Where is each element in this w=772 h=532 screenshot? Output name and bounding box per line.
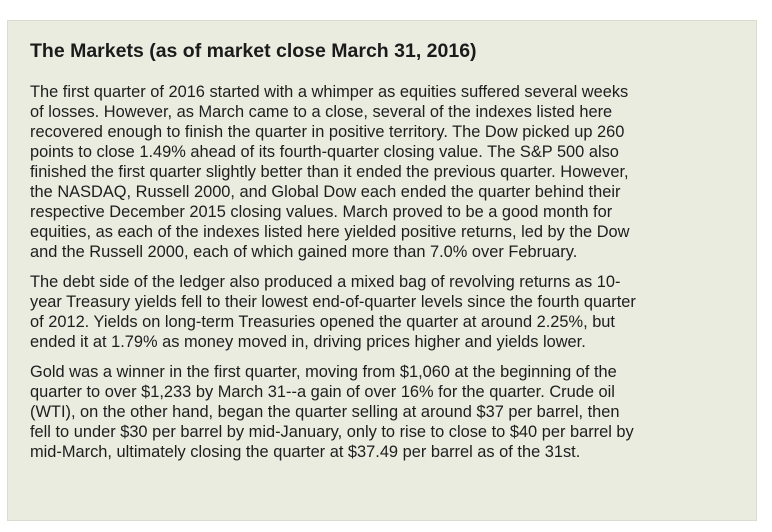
text-line: quarter to over $1,233 by March 31--a gain of over 16% for the quarter. Crude oil bbox=[30, 383, 615, 401]
text-line: (WTI), on the other hand, began the quarter selling at around $37 per barrel, then bbox=[30, 403, 620, 421]
paragraph-equities bbox=[30, 82, 734, 262]
text-line: equities, as each of the indexes listed here yielded positive returns, led by the Dow bbox=[30, 223, 630, 241]
text-line: and the Russell 2000, each of which gained more than 7.0% over February. bbox=[30, 243, 578, 261]
text-line: Gold was a winner in the first quarter, moving from $1,060 at the beginning of the bbox=[30, 363, 617, 381]
text-line: The first quarter of 2016 started with a whimper as equities suffered several weeks bbox=[30, 83, 629, 101]
markets-panel bbox=[7, 20, 757, 521]
text-line: ended it at 1.79% as money moved in, driving prices higher and yields lower. bbox=[30, 333, 586, 351]
paragraph-commodities bbox=[30, 362, 734, 462]
text-line: fell to under $30 per barrel by mid-January, only to rise to close to $40 per barrel by bbox=[30, 423, 634, 441]
page-title: The Markets (as of market close March 31, 2016) bbox=[30, 40, 477, 62]
paragraph-treasuries bbox=[30, 272, 734, 352]
text-line: of 2012. Yields on long-term Treasuries opened the quarter at around 2.25%, but bbox=[30, 313, 615, 331]
text-line: of losses. However, as March came to a close, several of the indexes listed here bbox=[30, 103, 613, 121]
text-line: the NASDAQ, Russell 2000, and Global Dow each ended the quarter behind their bbox=[30, 183, 621, 201]
text-line: finished the first quarter slightly better than it ended the previous quarter. However, bbox=[30, 163, 629, 181]
text-line: points to close 1.49% ahead of its fourth-quarter closing value. The S&P 500 also bbox=[30, 143, 619, 161]
text-line: The debt side of the ledger also produced a mixed bag of revolving returns as 10- bbox=[30, 273, 621, 291]
text-line: year Treasury yields fell to their lowest end-of-quarter levels since the fourth quarter bbox=[30, 293, 636, 311]
text-line: mid-March, ultimately closing the quarter at $37.49 per barrel as of the 31st. bbox=[30, 443, 581, 461]
text-line: respective December 2015 closing values. March proved to be a good month for bbox=[30, 203, 613, 221]
text-line: recovered enough to finish the quarter in positive territory. The Dow picked up 260 bbox=[30, 123, 625, 141]
